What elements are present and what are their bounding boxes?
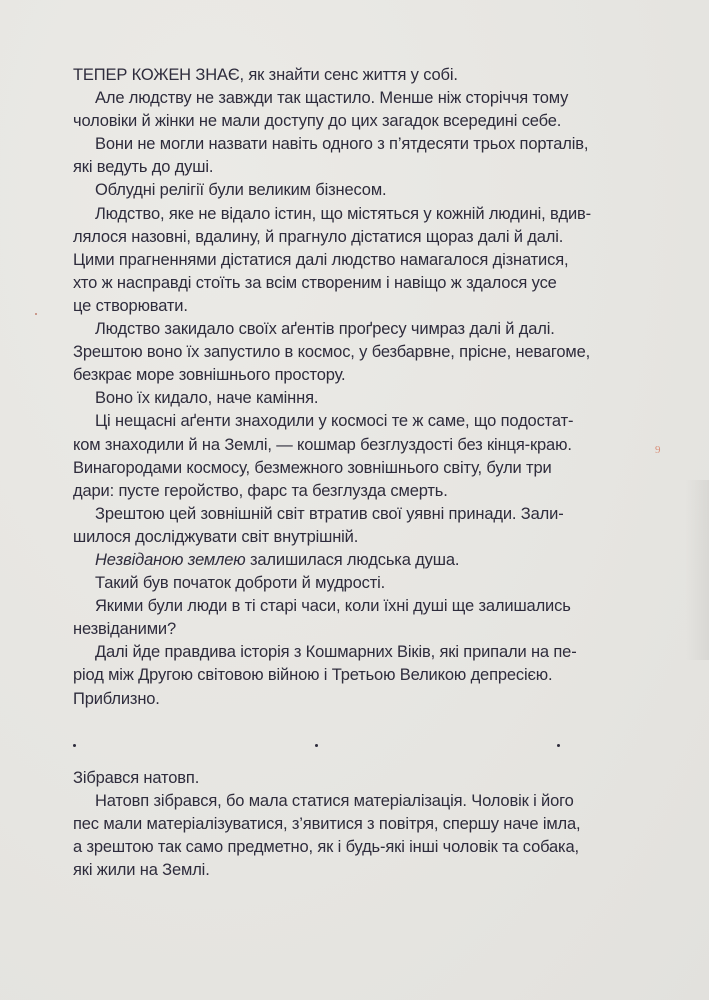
- text-line: [73, 203, 591, 226]
- text-line: [73, 641, 577, 664]
- line-text: Далі йде правдива історія з Кошмарних Віків, які припали на пе-: [95, 643, 577, 662]
- line-text: Цими прагненнями дістатися далі людство намагалося дізнатися,: [73, 250, 569, 269]
- line-text: Людство закидало своїх аґентів проґресу чимраз далі й далі.: [95, 320, 555, 339]
- paper-speck: [35, 313, 37, 315]
- page-number: 9: [655, 444, 661, 456]
- body-text-bottom: [73, 767, 581, 882]
- line-text: Вони не могли назвати навіть одного з п’ятдесяти трьох порталів,: [95, 135, 589, 154]
- section-dot: [73, 744, 76, 747]
- line-text: які ведуть до душі.: [73, 158, 214, 177]
- line-text: ТЕПЕР КОЖЕН ЗНАЄ, як знайти сенс життя у собі.: [73, 66, 458, 84]
- line-text: Приблизно.: [73, 689, 160, 708]
- text-line: [73, 364, 573, 387]
- line-text: Облудні релігії були великим бізнесом.: [95, 181, 387, 200]
- text-line: [73, 836, 579, 859]
- line-text: хто ж насправді стоїть за всім створеним і навіщо ж здалося усе: [73, 273, 557, 292]
- line-text: незвіданими?: [73, 620, 176, 639]
- line-text: Натовп зібрався, бо мала статися матеріалізація. Чоловік і його: [95, 792, 574, 811]
- line-text: це створювати.: [73, 296, 188, 315]
- text-line: [73, 503, 573, 526]
- text-line: [73, 249, 573, 272]
- text-line: [73, 813, 581, 836]
- line-text: Такий був початок доброти й мудрості.: [95, 574, 386, 593]
- text-line: [73, 341, 591, 364]
- section-dot: [557, 744, 560, 747]
- text-line: [73, 480, 573, 503]
- text-line: [73, 156, 573, 179]
- line-text: Зібрався натовп.: [73, 769, 200, 787]
- line-text: чоловіки й жінки не мали доступу до цих загадок всередині себе.: [73, 112, 562, 131]
- line-text: безкрає море зовнішнього простору.: [73, 366, 346, 385]
- page-edge-shadow: [685, 480, 709, 660]
- text-line: [73, 664, 573, 687]
- text-line: [73, 179, 573, 202]
- text-line: [73, 87, 573, 110]
- text-line: [73, 549, 573, 572]
- text-line: [73, 618, 573, 641]
- line-text: дари: пусте геройство, фарс та безглузда смерть.: [73, 481, 448, 500]
- text-line: [73, 410, 573, 433]
- line-text: шилося досліджувати світ внутрішній.: [73, 527, 359, 546]
- text-line: [73, 226, 573, 249]
- text-line: [73, 64, 573, 87]
- text-line: [73, 457, 573, 480]
- line-text: ком знаходили й на Землі, — кошмар безглуздості без кінця-краю.: [73, 435, 572, 454]
- italic-phrase: Незвіданою землею: [95, 550, 246, 569]
- text-line: [73, 387, 573, 410]
- text-line: [73, 133, 589, 156]
- line-text: Якими були люди в ті старі часи, коли їхні душі ще залишались: [95, 597, 571, 616]
- line-text: Людство, яке не відало істин, що містяться у кожній людині, вдив-: [95, 204, 591, 223]
- text-line: [73, 110, 573, 133]
- line-text: пес мали матеріалізуватися, з’явитися з повітря, спершу наче імла,: [73, 815, 581, 834]
- line-text: Зрештою цей зовнішній світ втратив свої уявні принади. Зали-: [95, 504, 564, 523]
- line-text: ріод між Другою світовою війною і Третьою Великою депресією.: [73, 666, 553, 685]
- text-line: [73, 434, 573, 457]
- line-text: Винагородами космосу, безмежного зовнішнього світу, були три: [73, 458, 552, 477]
- text-line: [73, 526, 573, 549]
- line-text: залишилася людська душа.: [245, 550, 460, 569]
- text-line: [73, 790, 573, 813]
- text-line: [73, 572, 573, 595]
- line-text: лялося назовні, вдалину, й прагнуло дістатися щораз далі й далі.: [73, 227, 564, 246]
- text-line: [73, 295, 573, 318]
- text-line: [73, 272, 573, 295]
- line-text: Але людству не завжди так щастило. Менше ніж сторіччя тому: [95, 89, 569, 108]
- text-line: [73, 318, 573, 341]
- line-text: які жили на Землі.: [73, 861, 210, 880]
- text-line: [73, 595, 573, 618]
- text-line: [73, 688, 573, 711]
- line-text: Зрештою воно їх запустило в космос, у безбарвне, прісне, невагоме,: [73, 343, 591, 362]
- line-text: Воно їх кидало, наче каміння.: [95, 389, 319, 408]
- line-text: Ці нещасні аґенти знаходили у космосі те ж саме, що подостат-: [95, 412, 574, 431]
- text-line: [73, 859, 573, 882]
- section-dot: [315, 744, 318, 747]
- line-text: а зрештою так само предметно, як і будь-які інші чоловік та собака,: [73, 838, 579, 857]
- text-line: [73, 767, 573, 790]
- body-text-top: [73, 64, 591, 711]
- section-break-dots: [0, 744, 709, 750]
